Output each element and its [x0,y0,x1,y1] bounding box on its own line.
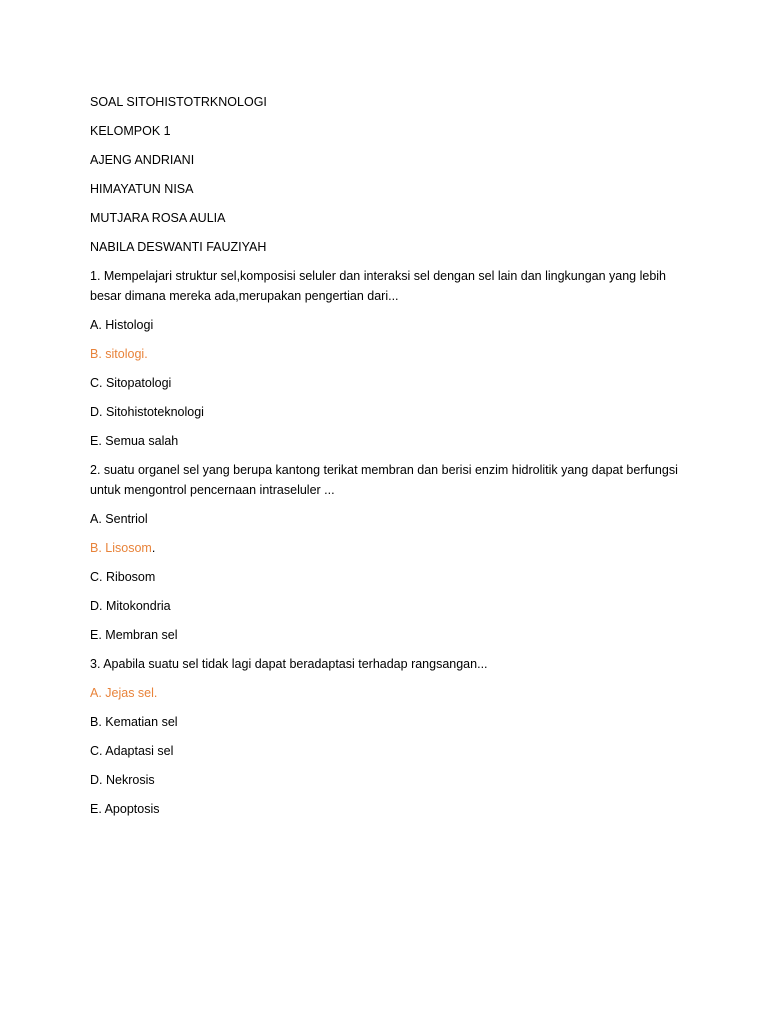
question-2-text: 2. suatu organel sel yang berupa kantong terikat membran dan berisi enzim hidrolitik yang dapat berfungsi untuk mengontrol pencernaan intraseluler ... [90,463,678,497]
question-2-option-b-answer [90,538,690,558]
group-name: KELOMPOK 1 [90,124,171,138]
document-page [90,92,690,828]
member-name: MUTJARA ROSA AULIA [90,211,226,225]
question-1-option-e: E. Semua salah [90,434,179,448]
question-3-option-c: C. Adaptasi sel [90,744,174,758]
document-title: SOAL SITOHISTOTRKNOLOGI [90,95,267,109]
question-1-option-b-answer: B. sitologi. [90,347,148,361]
answer-text: B. Lisosom [90,541,152,555]
question-3-text: 3. Apabila suatu sel tidak lagi dapat beradaptasi terhadap rangsangan... [90,657,488,671]
question-1-text: 1. Mempelajari struktur sel,komposisi seluler dan interaksi sel dengan sel lain dan lingkungan yang lebih besar dimana mereka ada,merupakan pengertian dari... [90,269,667,303]
question-3-option-e: E. Apoptosis [90,802,160,816]
question-1-option-a: A. Histologi [90,318,154,332]
member-name: NABILA DESWANTI FAUZIYAH [90,240,267,254]
question-2-option-d: D. Mitokondria [90,599,171,613]
member-name: HIMAYATUN NISA [90,182,194,196]
member-name: AJENG ANDRIANI [90,153,195,167]
answer-suffix: . [151,541,156,555]
question-3-option-b: B. Kematian sel [90,715,178,729]
question-3-option-d: D. Nekrosis [90,773,155,787]
question-1-option-c: C. Sitopatologi [90,376,172,390]
question-1-option-d: D. Sitohistoteknologi [90,405,204,419]
question-2-option-c: C. Ribosom [90,570,156,584]
question-3-option-a-answer: A. Jejas sel. [90,686,158,700]
question-2-option-e: E. Membran sel [90,628,178,642]
question-2-option-a: A. Sentriol [90,512,148,526]
